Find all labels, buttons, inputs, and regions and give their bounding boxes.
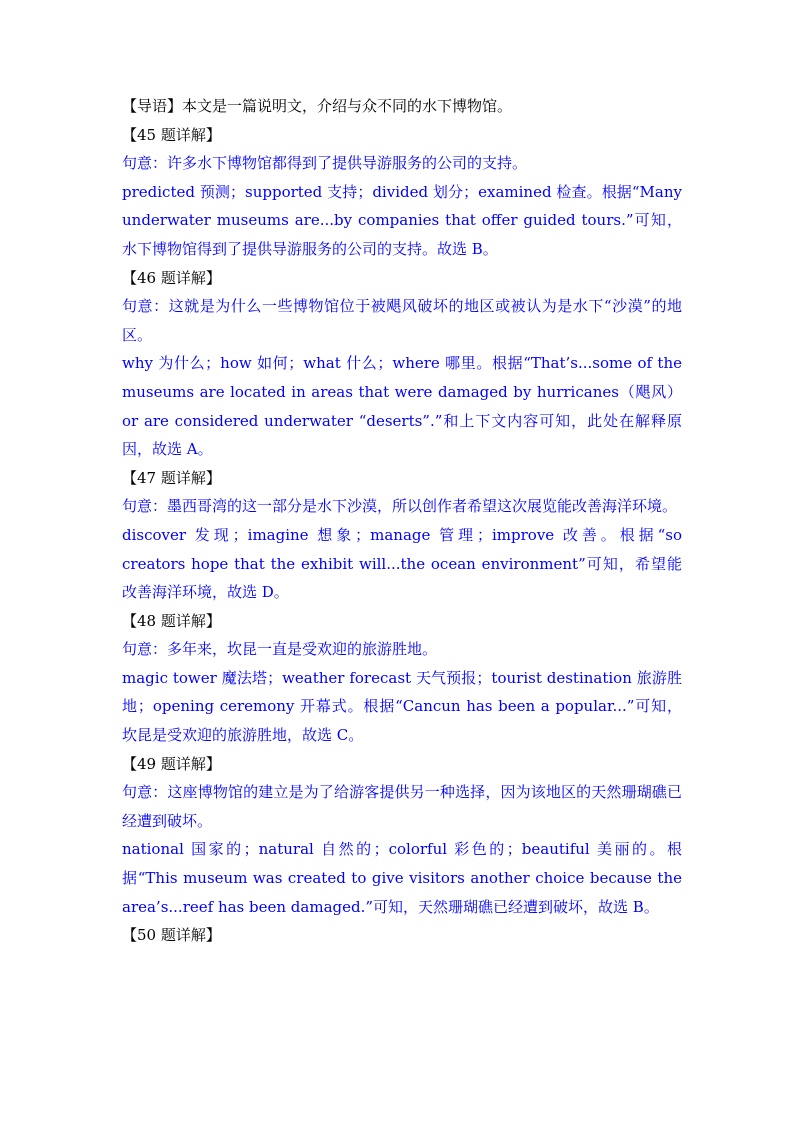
section-47-meaning: 句意：墨西哥湾的这一部分是水下沙漠，所以创作者希望这次展览能改善海洋环境。 — [122, 497, 678, 516]
section-48-heading: 【48 题详解】 — [122, 611, 221, 630]
intro-paragraph: 【导语】本文是一篇说明文，介绍与众不同的水下博物馆。 — [122, 97, 513, 115]
section-49-meaning: 句意：这座博物馆的建立是为了给游客提供另一种选择，因为该地区的天然珊瑚礁已经遭到破坏。 — [122, 783, 682, 830]
section-49-heading: 【49 题详解】 — [122, 754, 221, 773]
section-50-heading: 【50 题详解】 — [122, 926, 221, 945]
section-49-analysis: national 国家的；natural 自然的；colorful 彩色的；beautiful 美丽的。根据“This museum was created to give visitors another choice because the area’s...reef has been damaged.”可知，天然珊瑚礁已经遭到破坏，故选 B。 — [122, 840, 682, 916]
section-47-heading: 【47 题详解】 — [122, 468, 221, 487]
document-body — [122, 92, 682, 950]
section-45-meaning: 句意：许多水下博物馆都得到了提供导游服务的公司的支持。 — [122, 154, 528, 173]
section-45-analysis: predicted 预测；supported 支持；divided 划分；examined 检查。根据“Many underwater museums are...by companies that offer guided tours.”可知，水下博物馆得到了提供导游服务的公司的支持。故选 B。 — [122, 182, 682, 258]
section-48-analysis: magic tower 魔法塔；weather forecast 天气预报；tourist destination 旅游胜地；opening ceremony 开幕式。根据“Cancun has been a popular...”可知，坎昆是受欢迎的旅游胜地，故选 C。 — [122, 668, 682, 745]
section-46-meaning: 句意：这就是为什么一些博物馆位于被飓风破坏的地区或被认为是水下“沙漠”的地区。 — [122, 297, 682, 344]
section-46-analysis: why 为什么；how 如何；what 什么；where 哪里。根据“That’s...some of the museums are located in areas that were damaged by hurricanes（飓风） or are considered underwater “deserts”.”和上下文内容可知，此处在解释原因，故选 A。 — [122, 354, 682, 459]
section-46-heading: 【46 题详解】 — [122, 268, 221, 287]
section-47-analysis: discover 发现；imagine 想象；manage 管理；improve 改善。根据“so creators hope that the exhibit will...the ocean environment”可知，希望能改善海洋环境，故选 D。 — [122, 525, 682, 602]
section-48-meaning: 句意：多年来，坎昆一直是受欢迎的旅游胜地。 — [122, 640, 438, 659]
section-45-heading: 【45 题详解】 — [122, 125, 221, 144]
